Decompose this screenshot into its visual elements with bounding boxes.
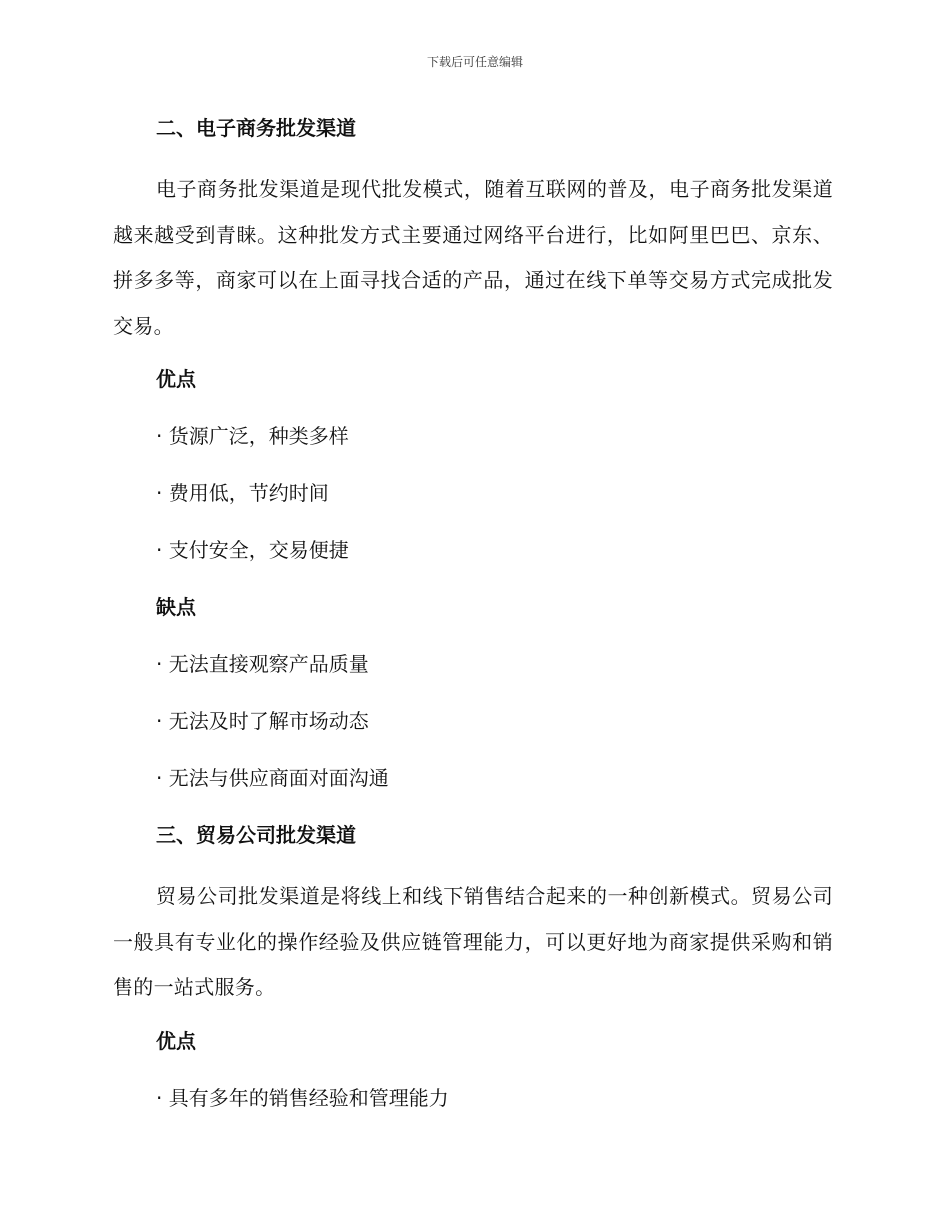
document-body xyxy=(113,110,833,1137)
ecommerce-cons-item: · 无法与供应商面对面沟通 xyxy=(156,766,389,790)
ecommerce-pros-title: 优点 xyxy=(156,367,196,391)
ecommerce-pros-item: · 费用低，节约时间 xyxy=(156,481,329,505)
ecommerce-cons-item: · 无法及时了解市场动态 xyxy=(156,709,369,733)
trading-pros-item: · 具有多年的销售经验和管理能力 xyxy=(156,1085,449,1110)
page-header: 下载后可任意编辑 xyxy=(426,55,523,69)
section-trading-title: 三、贸易公司批发渠道 xyxy=(156,823,356,847)
trading-pros-title: 优点 xyxy=(156,1028,196,1053)
ecommerce-cons-item: · 无法直接观察产品质量 xyxy=(156,652,369,676)
section-ecommerce-title: 二、电子商务批发渠道 xyxy=(156,116,356,140)
ecommerce-cons-title: 缺点 xyxy=(156,595,196,619)
section-trading-description: 贸易公司批发渠道是将线上和线下销售结合起来的一种创新模式。贸易公司一般具有专业化的操作经验及供应链管理能力，可以更好地为商家提供采购和销售的一站式服务。 xyxy=(113,884,833,999)
ecommerce-pros-item: · 货源广泛，种类多样 xyxy=(156,424,349,448)
ecommerce-pros-item: · 支付安全，交易便捷 xyxy=(156,538,349,562)
section-ecommerce-description: 电子商务批发渠道是现代批发模式，随着互联网的普及，电子商务批发渠道越来越受到青睐。这种批发方式主要通过网络平台进行，比如阿里巴巴、京东、拼多多等，商家可以在上面寻找合适的产品，通过在线下单等交易方式完成批发交易。 xyxy=(113,177,833,338)
